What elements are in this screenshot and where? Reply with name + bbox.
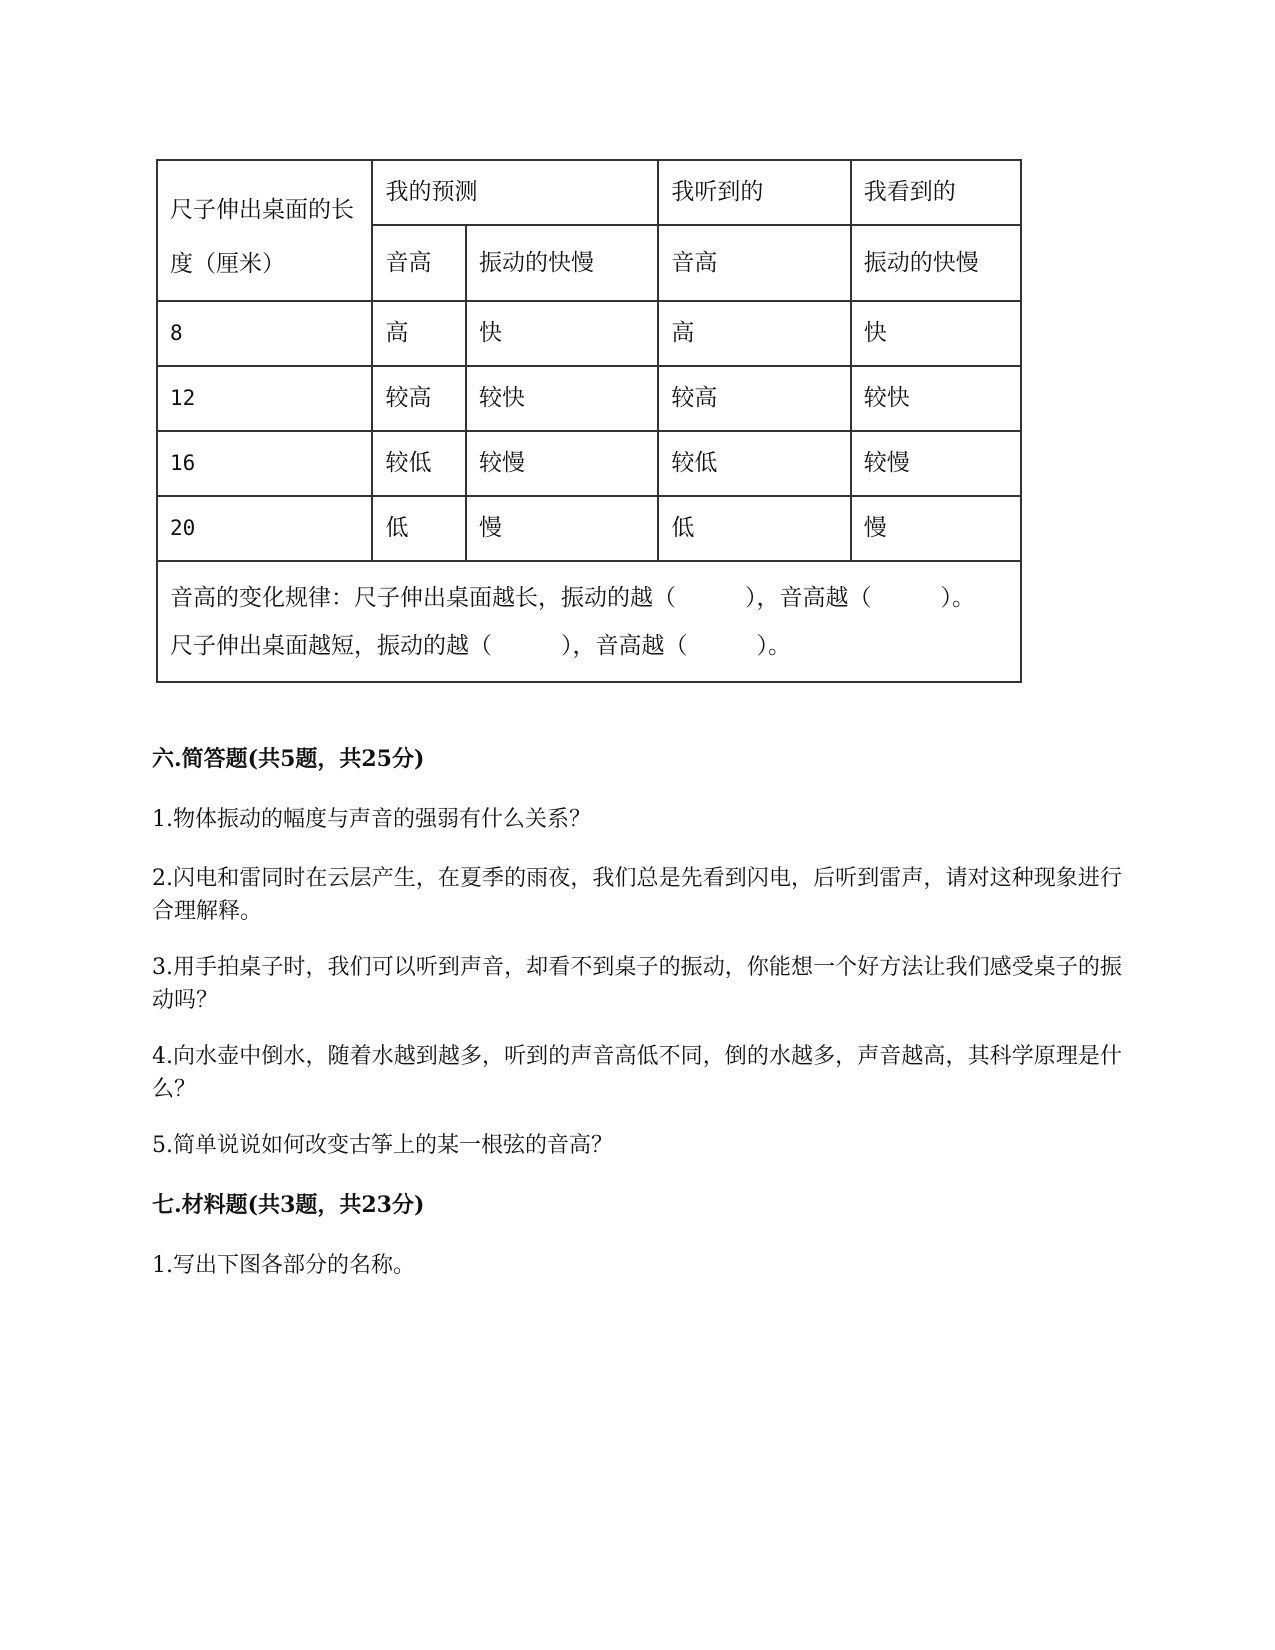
- cell-pred-pitch: 高: [372, 301, 466, 366]
- subheader-seen-speed: 振动的快慢: [851, 225, 1021, 301]
- question-5: 5.简单说说如何改变古筝上的某一根弦的音高？: [152, 1133, 613, 1158]
- cell-length: 16: [157, 431, 372, 496]
- subheader-pitch: 音高: [372, 225, 466, 301]
- header-what-i-saw: 我看到的: [851, 160, 1021, 225]
- question-2: 2.闪电和雷同时在云层产生，在夏季的雨夜，我们总是先看到闪电，后听到雷声，请对这种现象进行合理解释。: [152, 866, 1122, 924]
- cell-heard-pitch: 高: [658, 301, 850, 366]
- question-3: 3.用手拍桌子时，我们可以听到声音，却看不到桌子的振动，你能想一个好方法让我们感受桌子的振动吗？: [152, 955, 1122, 1013]
- header-length: 尺子伸出桌面的长度（厘米）: [157, 160, 372, 301]
- cell-pred-speed: 快: [466, 301, 658, 366]
- header-my-prediction: 我的预测: [372, 160, 658, 225]
- cell-length: 8: [157, 301, 372, 366]
- subheader-vibration-speed: 振动的快慢: [466, 225, 658, 301]
- cell-seen-speed: 较快: [851, 366, 1021, 431]
- cell-heard-pitch: 较高: [658, 366, 850, 431]
- cell-pred-speed: 慢: [466, 496, 658, 561]
- material-question-1: 1.写出下图各部分的名称。: [152, 1253, 415, 1278]
- table-header-row: [157, 160, 1021, 225]
- experiment-table: [156, 159, 1022, 683]
- summary-line-2: 尺子伸出桌面越短，振动的越（ ），音高越（ ）。: [170, 632, 791, 659]
- cell-seen-speed: 较慢: [851, 431, 1021, 496]
- cell-heard-pitch: 低: [658, 496, 850, 561]
- cell-pred-pitch: 低: [372, 496, 466, 561]
- cell-seen-speed: 慢: [851, 496, 1021, 561]
- cell-pred-pitch: 较高: [372, 366, 466, 431]
- table-row: [157, 301, 1021, 366]
- cell-pred-pitch: 较低: [372, 431, 466, 496]
- summary-line-1: 音高的变化规律：尺子伸出桌面越长，振动的越（ ），音高越（ ）。: [170, 584, 975, 611]
- table-summary-row: [157, 561, 1021, 682]
- question-1: 1.物体振动的幅度与声音的强弱有什么关系？: [152, 807, 591, 832]
- section-title-short-answer: 六.简答题(共5题，共25分): [152, 746, 425, 772]
- cell-heard-pitch: 较低: [658, 431, 850, 496]
- summary-cell: [157, 561, 1021, 682]
- cell-length: 12: [157, 366, 372, 431]
- section-title-material: 七.材料题(共3题，共23分): [152, 1192, 425, 1218]
- cell-length: 20: [157, 496, 372, 561]
- cell-seen-speed: 快: [851, 301, 1021, 366]
- question-4: 4.向水壶中倒水，随着水越到越多，听到的声音高低不同，倒的水越多，声音越高，其科学原理是什么？: [152, 1044, 1122, 1102]
- table-row: [157, 366, 1021, 431]
- table-row: [157, 496, 1021, 561]
- cell-pred-speed: 较快: [466, 366, 658, 431]
- cell-pred-speed: 较慢: [466, 431, 658, 496]
- subheader-heard-pitch: 音高: [658, 225, 850, 301]
- header-what-i-heard: 我听到的: [658, 160, 850, 225]
- table-row: [157, 431, 1021, 496]
